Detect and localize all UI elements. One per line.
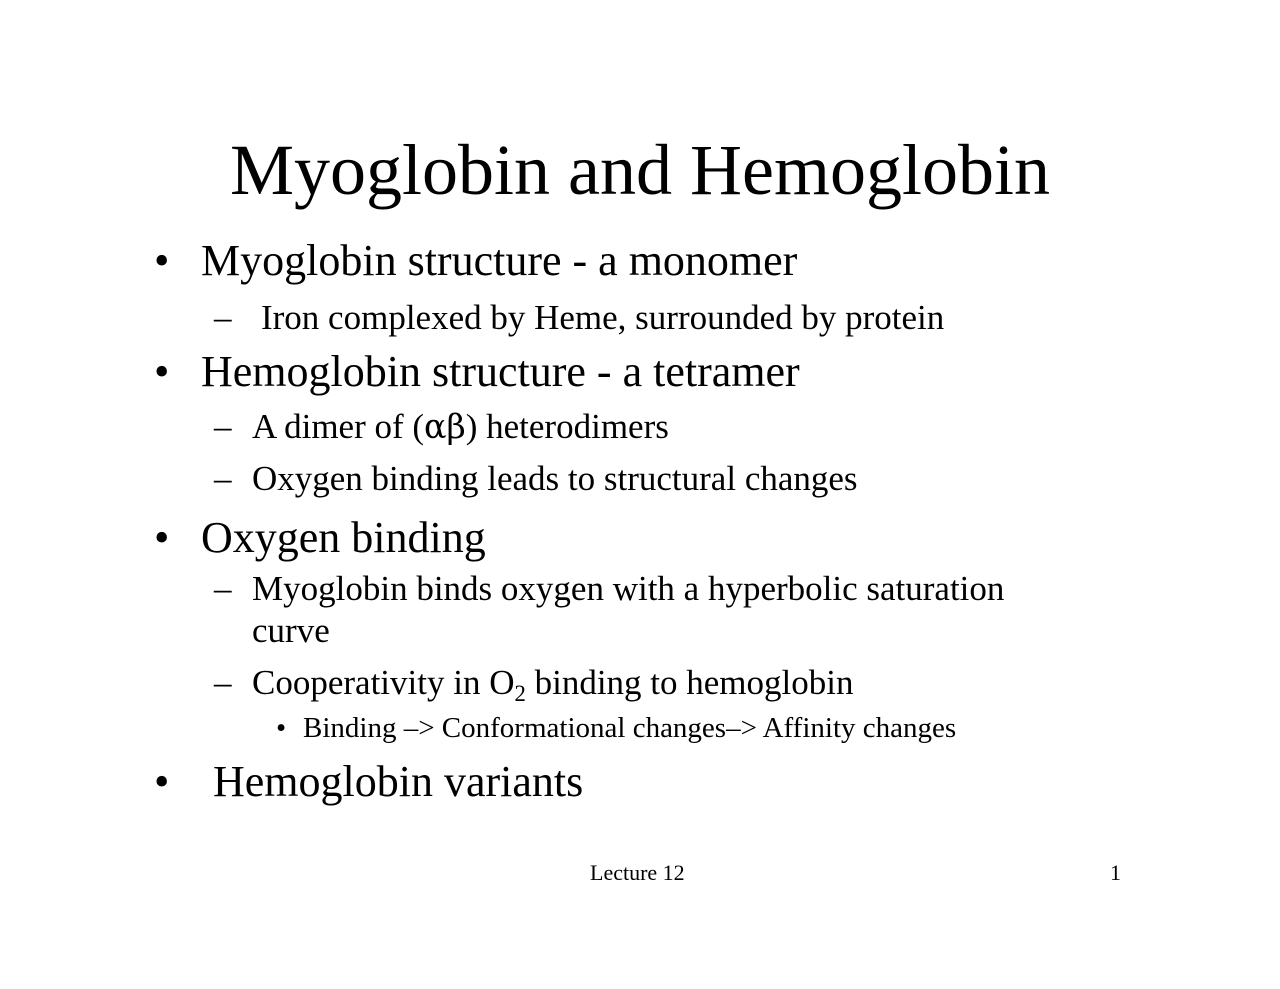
cooperativity-prefix: Cooperativity in O <box>252 663 515 702</box>
cooperativity-suffix: binding to hemoglobin <box>525 663 854 702</box>
subbullet-iron-heme: Iron complexed by Heme, surrounded by protein <box>261 298 945 337</box>
dimer-prefix: A dimer of ( <box>252 407 425 446</box>
dash-marker: – <box>214 298 232 337</box>
footer-lecture-label: Lecture 12 <box>590 860 685 885</box>
dimer-suffix: ) heterodimers <box>465 407 669 446</box>
bullet-hemoglobin-structure: Hemoglobin structure - a tetramer <box>201 347 800 396</box>
bullet-marker-small: • <box>276 712 287 744</box>
subbullet-dimer-heterodimers <box>252 406 669 448</box>
dash-marker: – <box>214 663 232 702</box>
dash-marker: – <box>214 569 232 608</box>
slide-title: Myoglobin and Hemoglobin <box>230 130 1050 210</box>
bullet-marker: • <box>154 513 170 562</box>
bullet-hemoglobin-variants: Hemoglobin variants <box>213 757 584 806</box>
subbullet-cooperativity <box>252 662 853 704</box>
bullet-marker: • <box>154 347 170 396</box>
subsubbullet-binding-affinity: Binding –> Conformational changes–> Affinity changes <box>303 712 957 744</box>
bullet-marker: • <box>154 236 170 285</box>
subbullet-myoglobin-hyperbolic-line2: curve <box>252 611 330 650</box>
bullet-myoglobin-structure: Myoglobin structure - a monomer <box>201 236 798 285</box>
dash-marker: – <box>214 407 232 446</box>
bullet-oxygen-binding: Oxygen binding <box>201 513 486 562</box>
bullet-marker: • <box>154 757 170 806</box>
subbullet-oxygen-structural-changes: Oxygen binding leads to structural changes <box>252 459 858 498</box>
oxygen-subscript: 2 <box>514 680 526 706</box>
subbullet-myoglobin-hyperbolic-line1: Myoglobin binds oxygen with a hyperbolic saturation <box>252 569 1005 608</box>
dash-marker: – <box>214 459 232 498</box>
footer-page-number: 1 <box>1110 860 1121 885</box>
alpha-beta-symbols: αβ <box>424 407 466 446</box>
